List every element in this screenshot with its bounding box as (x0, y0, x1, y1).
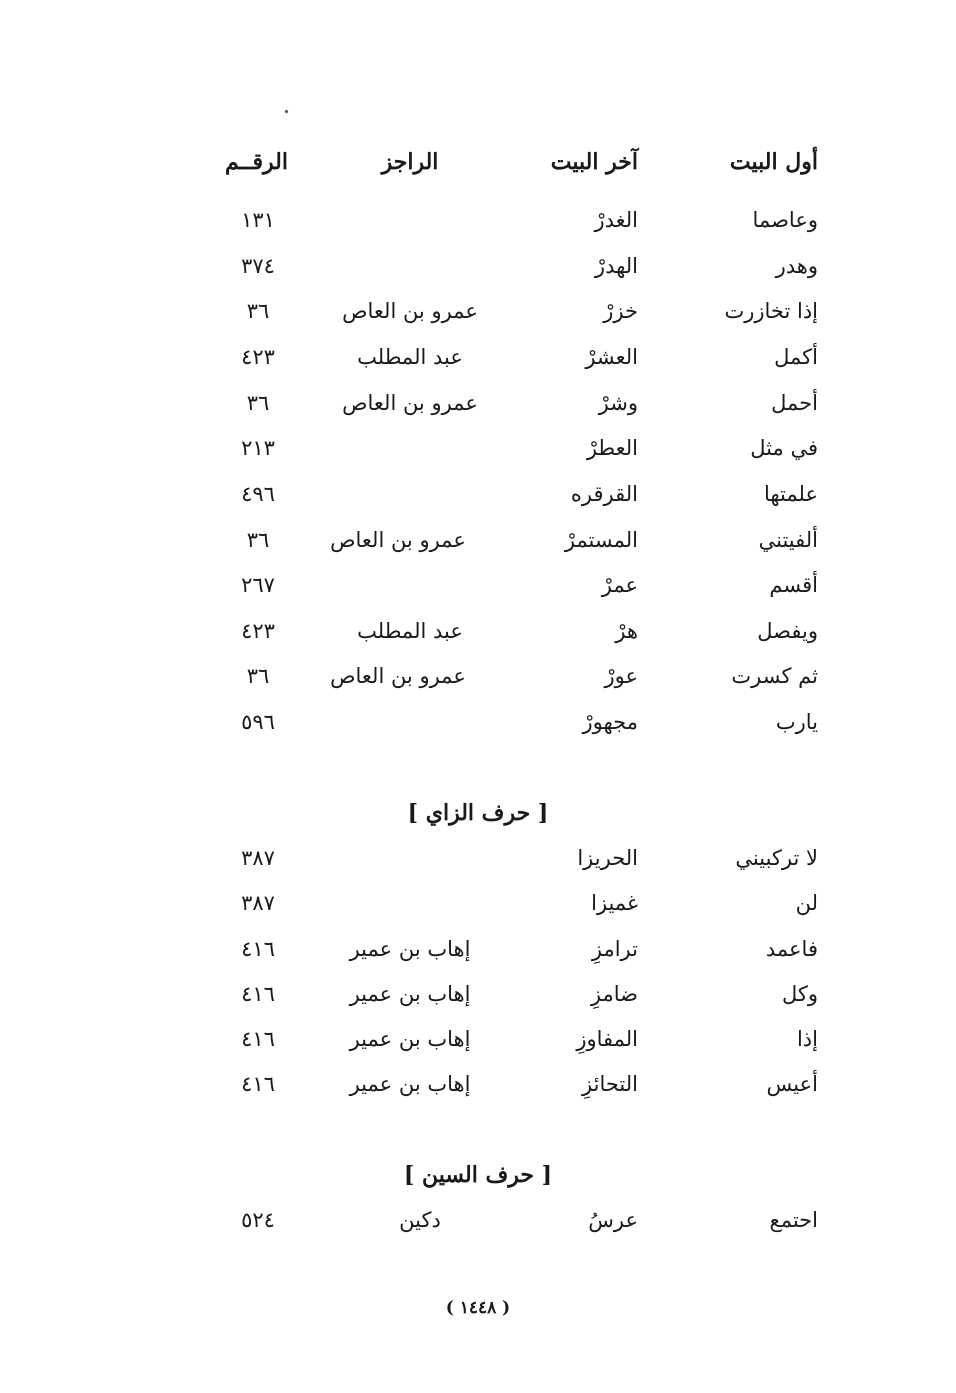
entry-number: ٢١٣ (241, 436, 275, 460)
table-row (0, 927, 956, 971)
first-verse-word: احتمع (769, 1208, 818, 1232)
table-row (0, 1017, 956, 1061)
entry-number: ٥٩٦ (241, 710, 275, 734)
table-row (0, 700, 956, 744)
header-poet: الراجز (381, 149, 439, 175)
table-row (0, 472, 956, 516)
last-verse-word: عمرْ (601, 573, 638, 597)
poet-name (330, 244, 490, 288)
section-title-text: [ حرف السين ] (403, 1162, 553, 1188)
poet-name (330, 700, 490, 744)
entry-number: ١٣١ (241, 208, 275, 232)
first-verse-word: ألفيتني (758, 528, 818, 552)
poet-name: عمرو بن العاص (342, 299, 478, 323)
section-title-text: [ حرف الزاي ] (407, 800, 549, 826)
poet-name: عبد المطلب (357, 345, 463, 369)
last-verse-word: غميزا (591, 891, 638, 915)
entry-number: ٣٦ (246, 391, 270, 415)
page-number: ( ١٤٤٨ ) (445, 1298, 511, 1318)
table-row (0, 381, 956, 425)
entry-number: ٤١٦ (241, 1072, 275, 1096)
poet-name: عمرو بن العاص (330, 664, 466, 688)
first-verse-word: إذا تخازرت (724, 299, 818, 323)
last-verse-word: ضامزِ (590, 982, 638, 1006)
first-verse-word: وعاصما (752, 208, 818, 232)
entry-number: ٣٨٧ (241, 891, 275, 915)
last-verse-word: ترامزِ (591, 937, 638, 961)
table-row (0, 198, 956, 242)
entry-number: ٣٦ (246, 299, 270, 323)
table-row (0, 836, 956, 880)
first-verse-word: وكل (781, 982, 818, 1006)
table-row (0, 1198, 956, 1242)
poet-name: إهاب بن عمير (349, 1027, 471, 1051)
first-verse-word: إذا (796, 1027, 818, 1051)
poet-name: عمرو بن العاص (330, 528, 466, 552)
header-last-verse: آخر البيت (550, 149, 638, 175)
poet-name: عبد المطلب (357, 619, 463, 643)
first-verse-word: وهدر (775, 254, 818, 278)
first-verse-word: علمتها (763, 482, 818, 506)
first-verse-word: ثم كسرت (731, 664, 818, 688)
first-verse-word: أكمل (774, 345, 818, 369)
poet-name (330, 426, 490, 470)
entry-number: ٥٢٤ (241, 1208, 275, 1232)
first-verse-word: فاعمد (765, 937, 818, 961)
poet-name: دكين (399, 1208, 441, 1232)
last-verse-word: الهدرْ (594, 254, 638, 278)
entry-number: ٤٢٣ (241, 345, 275, 369)
poet-name (330, 198, 490, 242)
poet-name: عمرو بن العاص (342, 391, 478, 415)
poet-name (330, 563, 490, 607)
first-verse-word: أعيس (766, 1072, 818, 1096)
poet-name (330, 472, 490, 516)
last-verse-word: الغدرْ (594, 208, 638, 232)
last-verse-word: الحريزا (577, 846, 638, 870)
header-first-verse: أول البيت (729, 149, 818, 175)
table-row (0, 289, 956, 333)
last-verse-word: عورْ (604, 664, 638, 688)
entry-number: ٣٦ (246, 664, 270, 688)
poet-name: إهاب بن عمير (349, 937, 471, 961)
last-verse-word: التحائزِ (582, 1072, 638, 1096)
table-row (0, 563, 956, 607)
last-verse-word: مجهورْ (582, 710, 638, 734)
poet-name: إهاب بن عمير (349, 982, 471, 1006)
table-row (0, 244, 956, 288)
table-row (0, 518, 956, 562)
first-verse-word: لن (795, 891, 818, 915)
section-title-zay (0, 793, 956, 833)
last-verse-word: هرْ (615, 619, 638, 643)
first-verse-word: أحمل (771, 391, 818, 415)
last-verse-word: العشرْ (585, 345, 638, 369)
first-verse-word: أقسم (769, 573, 818, 597)
first-verse-word: لا تركبيني (735, 846, 818, 870)
table-row (0, 609, 956, 653)
last-verse-word: عرسُ (588, 1208, 638, 1232)
first-verse-word: يارب (775, 710, 818, 734)
entry-number: ٤١٦ (241, 1027, 275, 1051)
last-verse-word: المفاوزِ (576, 1027, 638, 1051)
entry-number: ٤١٦ (241, 937, 275, 961)
last-verse-word: المستمرْ (564, 528, 638, 552)
poet-name: إهاب بن عمير (349, 1072, 471, 1096)
section-title-sin (0, 1155, 956, 1195)
entry-number: ٤٢٣ (241, 619, 275, 643)
last-verse-word: وشرْ (598, 391, 638, 415)
entry-number: ٣٧٤ (241, 254, 275, 278)
poet-name (330, 881, 490, 925)
first-verse-word: ويفصل (757, 619, 818, 643)
last-verse-word: القرقره (570, 482, 638, 506)
table-header (0, 140, 956, 184)
entry-number: ٢٦٧ (241, 573, 275, 597)
table-row (0, 972, 956, 1016)
header-number: الرقــم (224, 149, 288, 175)
last-verse-word: العطرْ (586, 436, 638, 460)
entry-number: ٤٩٦ (241, 482, 275, 506)
entry-number: ٤١٦ (241, 982, 275, 1006)
print-speck (284, 109, 288, 113)
table-row (0, 426, 956, 470)
table-row (0, 654, 956, 698)
entry-number: ٣٨٧ (241, 846, 275, 870)
table-row (0, 1062, 956, 1106)
entry-number: ٣٦ (246, 528, 270, 552)
table-row (0, 335, 956, 379)
poet-name (330, 836, 490, 880)
table-row (0, 881, 956, 925)
last-verse-word: خزرْ (603, 299, 638, 323)
first-verse-word: في مثل (750, 436, 818, 460)
